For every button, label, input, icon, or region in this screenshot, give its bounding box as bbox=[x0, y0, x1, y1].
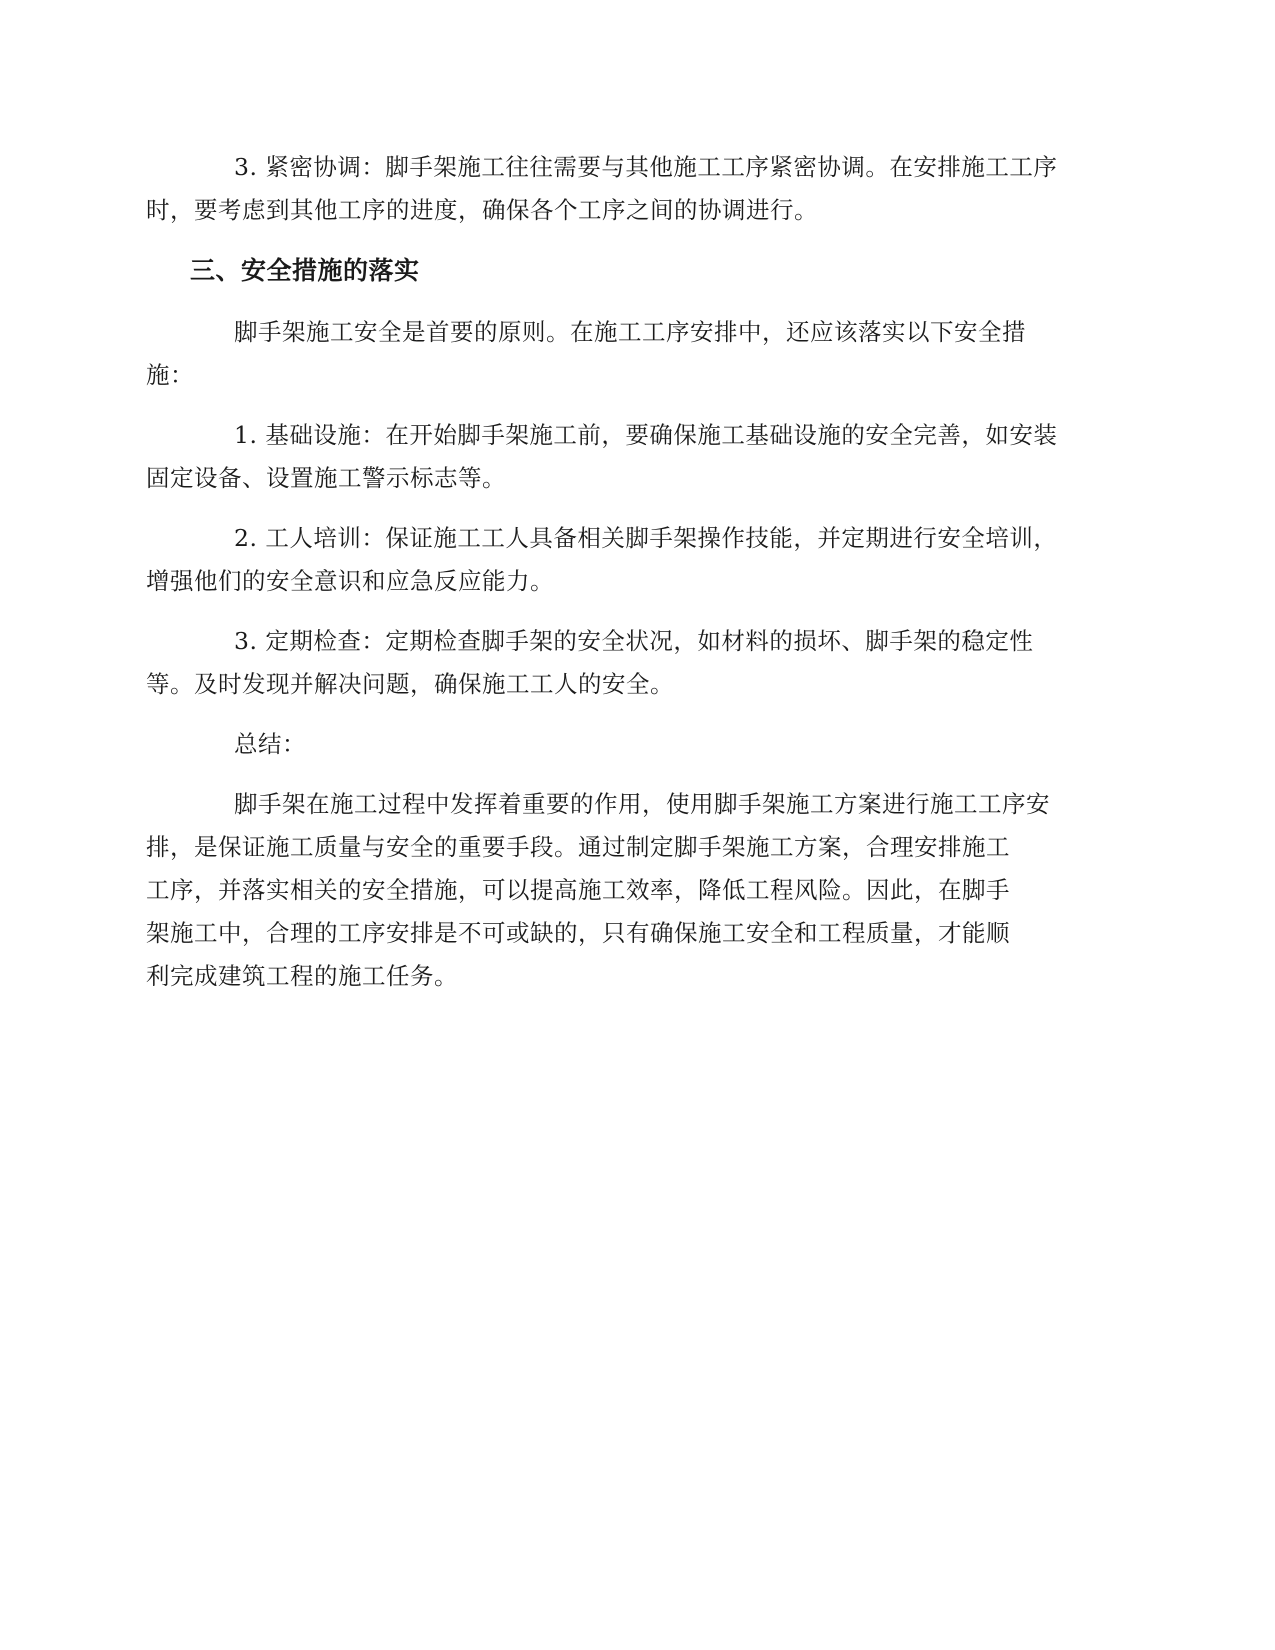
text-line: 3. 紧密协调：脚手架施工往往需要与其他施工工序紧密协调。在安排施工工序 bbox=[234, 153, 1058, 181]
paragraph-measure-training bbox=[146, 517, 1090, 603]
paragraph-measure-infrastructure bbox=[146, 414, 1090, 500]
text-line: 利完成建筑工程的施工任务。 bbox=[146, 962, 458, 990]
text-line: 架施工中，合理的工序安排是不可或缺的，只有确保施工安全和工程质量，才能顺 bbox=[146, 919, 1010, 947]
text-line: 工序，并落实相关的安全措施，可以提高施工效率，降低工程风险。因此，在脚手 bbox=[146, 876, 1010, 904]
document-page bbox=[146, 146, 1090, 1015]
text-line: 施： bbox=[146, 361, 194, 389]
section-heading: 三、安全措施的落实 bbox=[190, 256, 420, 285]
paragraph-summary bbox=[146, 783, 1090, 998]
summary-label bbox=[190, 723, 1090, 766]
text-line: 脚手架在施工过程中发挥着重要的作用，使用脚手架施工方案进行施工工序安 bbox=[234, 790, 1050, 818]
text-line: 时，要考虑到其他工序的进度，确保各个工序之间的协调进行。 bbox=[146, 196, 818, 224]
text-line: 2. 工人培训：保证施工工人具备相关脚手架操作技能，并定期进行安全培训， bbox=[234, 524, 1058, 552]
text-line: 1. 基础设施：在开始脚手架施工前，要确保施工基础设施的安全完善，如安装 bbox=[234, 421, 1058, 449]
text-line: 脚手架施工安全是首要的原则。在施工工序安排中，还应该落实以下安全措 bbox=[234, 318, 1026, 346]
text-line: 排，是保证施工质量与安全的重要手段。通过制定脚手架施工方案，合理安排施工 bbox=[146, 833, 1010, 861]
paragraph-intro bbox=[146, 311, 1090, 397]
text-line: 总结： bbox=[234, 730, 306, 758]
paragraph-coordination bbox=[146, 146, 1090, 232]
text-line: 固定设备、设置施工警示标志等。 bbox=[146, 464, 506, 492]
text-line: 增强他们的安全意识和应急反应能力。 bbox=[146, 567, 554, 595]
text-line: 3. 定期检查：定期检查脚手架的安全状况，如材料的损坏、脚手架的稳定性 bbox=[234, 627, 1034, 655]
paragraph-measure-inspection bbox=[146, 620, 1090, 706]
text-line: 等。及时发现并解决问题，确保施工工人的安全。 bbox=[146, 670, 674, 698]
